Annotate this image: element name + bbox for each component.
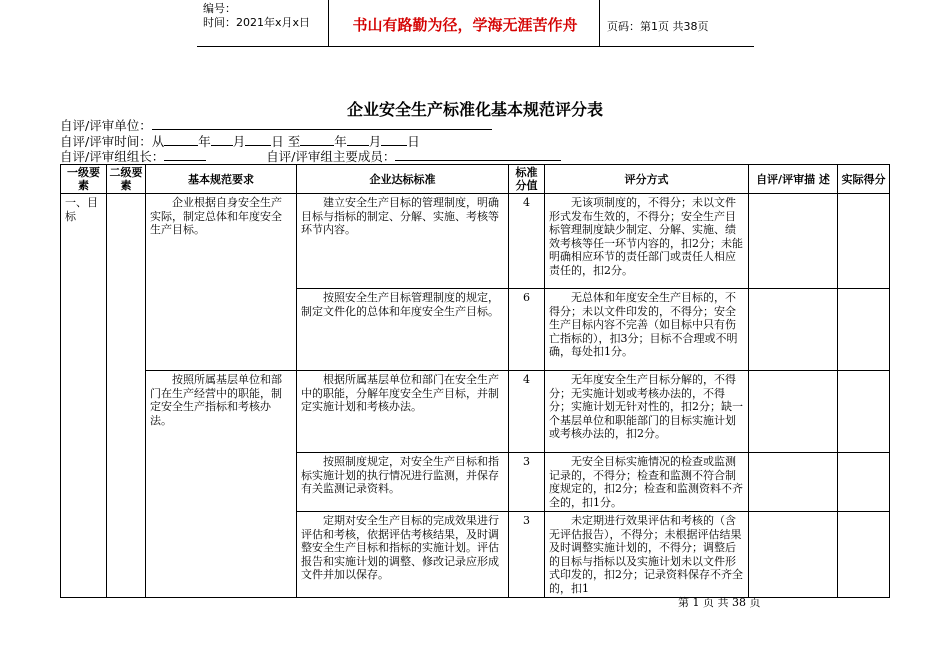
actual-score-cell[interactable] <box>838 512 890 598</box>
col-method: 评分方式 <box>545 165 749 194</box>
level2-cell <box>107 194 146 598</box>
col-actual: 实际得分 <box>838 165 890 194</box>
table-row <box>61 194 890 289</box>
col-score: 标准分值 <box>509 165 545 194</box>
actual-score-cell[interactable] <box>838 453 890 512</box>
standard-cell: 按照安全生产目标管理制度的规定，制定文件化的总体和年度安全生产目标。 <box>297 289 509 371</box>
table-row <box>61 371 890 453</box>
actual-score-cell[interactable] <box>838 371 890 453</box>
col-review: 自评/评审描 述 <box>749 165 838 194</box>
standard-cell: 建立安全生产目标的管理制度，明确目标与指标的制定、分解、实施、考核等环节内容。 <box>297 194 509 289</box>
method-cell: 无该项制度的，不得分；未以文件形式发布生效的，不得分；安全生产目标管理制度缺少制定、分解、实施、绩效考核等任一环节内容的，扣2分；未能明确相应环节的责任部门或责任人相应责任的，扣2分。 <box>545 194 749 289</box>
standard-cell: 定期对安全生产目标的完成效果进行评估和考核，依据评估考核结果，及时调整安全生产目标和指标的实施计划。评估报告和实施计划的调整、修改记录应形成文件并加以保存。 <box>297 512 509 598</box>
score-cell: 3 <box>509 512 545 598</box>
score-cell: 6 <box>509 289 545 371</box>
info-unit-line <box>60 117 492 133</box>
review-cell[interactable] <box>749 371 838 453</box>
score-cell: 4 <box>509 371 545 453</box>
leader-blank <box>164 148 206 161</box>
col-level2: 二级要素 <box>107 165 146 194</box>
header-rule <box>197 46 754 47</box>
info-members-label: 自评/评审组主要成员： <box>266 149 396 164</box>
actual-score-cell[interactable] <box>838 289 890 371</box>
col-level1: 一级要素 <box>61 165 107 194</box>
level1-cell: 一、目标 <box>61 194 107 598</box>
requirement-cell: 按照所属基层单位和部门在生产经营中的职能，制定安全生产指标和考核办法。 <box>146 371 297 598</box>
unit-blank <box>152 117 492 130</box>
standard-cell: 按照制度规定，对安全生产目标和指标实施计划的执行情况进行监测，并保存有关监测记录资料。 <box>297 453 509 512</box>
header-motto: 书山有路勤为径，学海无涯苦作舟 <box>352 16 578 34</box>
actual-score-cell[interactable] <box>838 194 890 289</box>
header-divider <box>599 0 600 47</box>
score-cell: 3 <box>509 453 545 512</box>
info-leader-label: 自评/评审组组长： <box>60 149 165 164</box>
page-footer: 第 1 页 共 38 页 <box>678 596 761 609</box>
document-title: 企业安全生产标准化基本规范评分表 <box>346 100 603 119</box>
method-cell: 无年度安全生产目标分解的，不得分；无实施计划或考核办法的，不得分；实施计划无针对性的，扣2分；缺一个基层单位和职能部门的目标实施计划或考核办法的，扣2分。 <box>545 371 749 453</box>
header-time: 时间：2021年x月x日 <box>203 16 311 29</box>
col-standard: 企业达标标准 <box>297 165 509 194</box>
score-table <box>60 164 890 598</box>
info-unit-label: 自评/评审单位： <box>60 118 152 133</box>
header-meta <box>197 0 327 47</box>
header-divider <box>328 0 329 47</box>
method-cell: 未定期进行效果评估和考核的（含无评估报告），不得分；未根据评估结果及时调整实施计划的，不得分；调整后的目标与指标以及实施计划未以文件形式印发的，扣2分；记录资料保存不齐全的，扣1 <box>545 512 749 598</box>
review-cell[interactable] <box>749 194 838 289</box>
requirement-cell: 企业根据自身安全生产实际，制定总体和年度安全生产目标。 <box>146 194 297 371</box>
info-time-line: 自评/评审时间：从 年 月 日 至 年 月 日 <box>60 134 420 149</box>
table-header-row <box>61 165 890 194</box>
col-basic-req: 基本规范要求 <box>146 165 297 194</box>
header-page-number: 页码：第1页 共38页 <box>607 20 709 33</box>
standard-cell: 根据所属基层单位和部门在安全生产中的职能，分解年度安全生产目标，并制定实施计划和考核办法。 <box>297 371 509 453</box>
header-number: 编号： <box>203 2 236 15</box>
review-cell[interactable] <box>749 289 838 371</box>
score-cell: 4 <box>509 194 545 289</box>
method-cell: 无安全目标实施情况的检查或监测记录的，不得分；检查和监测不符合制度规定的，扣2分；检查和监测资料不齐全的，扣1分。 <box>545 453 749 512</box>
info-time-label: 自评/评审时间：从 <box>60 134 165 149</box>
document-header <box>197 0 754 47</box>
review-cell[interactable] <box>749 453 838 512</box>
info-team-line <box>60 148 561 164</box>
members-blank <box>395 148 561 161</box>
review-cell[interactable] <box>749 512 838 598</box>
method-cell: 无总体和年度安全生产目标的，不得分；未以文件印发的，不得分；安全生产目标内容不完善（如目标中只有伤亡指标的），扣3分；目标不合理或不明确，每处扣1分。 <box>545 289 749 371</box>
